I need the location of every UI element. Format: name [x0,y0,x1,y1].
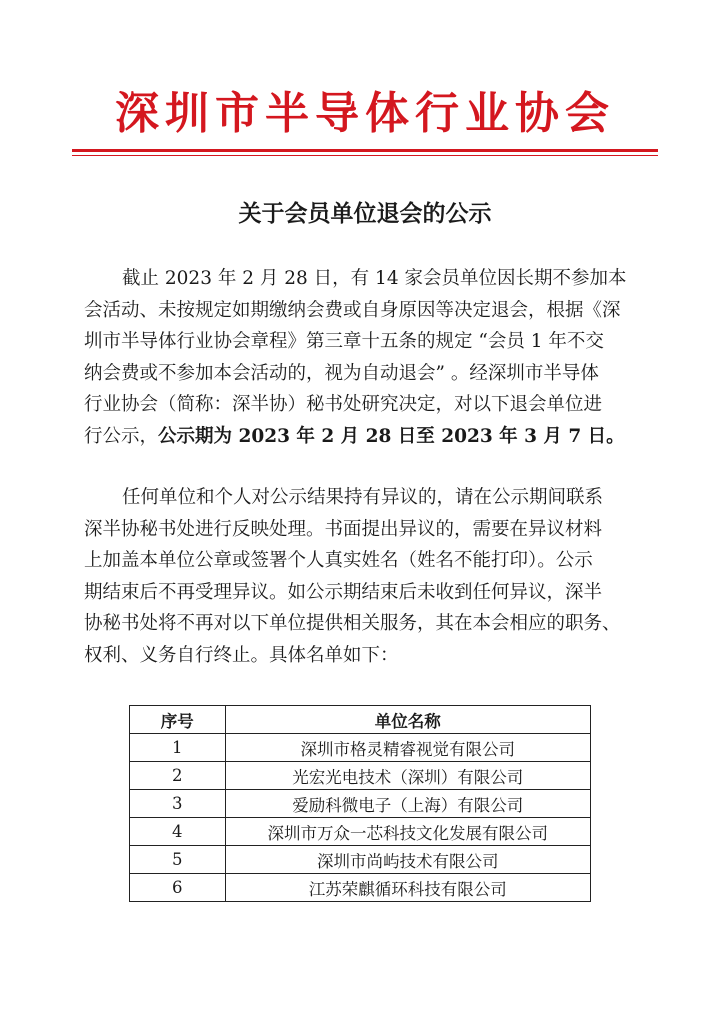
row-unit-name: 江苏荣麒循环科技有限公司 [225,874,590,902]
document-title: 关于会员单位退会的公示 [238,200,492,227]
paragraph-1-line: 行业协会（简称：深半协）秘书处研究决定，对以下退会单位进 [84,394,603,416]
paragraph-2-line: 深半协秘书处进行反映处理。书面提出异议的，需要在异议材料 [84,518,603,540]
table-header-row [130,706,591,734]
row-unit-name: 爱励科微电子（上海）有限公司 [225,790,590,818]
paragraph-1-line: 纳会费或不参加本会活动的，视为自动退会” 。经深圳市半导体 [84,362,599,384]
letterhead-rule-thick [72,149,658,152]
paragraph-1-last-prefix: 行公示， [84,425,159,447]
paragraph-1-line: 会活动、未按规定如期缴纳会费或自身原因等决定退会，根据《深 [84,299,621,321]
paragraph-2-line: 上加盖本单位公章或签署个人真实姓名（姓名不能打印）。公示 [84,550,593,572]
row-index: 3 [130,790,226,818]
announcement-period: 公示期为 2023 年 2 月 28 日至 2023 年 3 月 7 日。 [158,425,625,447]
row-unit-name: 深圳市万众一芯科技文化发展有限公司 [225,818,590,846]
paragraph-2-line: 协秘书处将不再对以下单位提供相关服务，其在本会相应的职务、 [84,613,621,635]
paragraph-2-line: 权利、义务自行终止。具体名单如下： [84,644,399,666]
row-index: 5 [130,846,226,874]
row-index: 4 [130,818,226,846]
paragraph-2-line: 期结束后不再受理异议。如公示期结束后未收到任何异议，深半 [84,581,603,603]
letterhead-org-name: 深圳市半导体行业协会 [115,88,615,139]
table-row [130,818,591,846]
paragraph-2 [84,482,649,672]
row-index: 1 [130,734,226,762]
row-unit-name: 光宏光电技术（深圳）有限公司 [225,762,590,790]
table-row [130,874,591,902]
table-row [130,734,591,762]
table-row [130,790,591,818]
withdrawn-units-table [129,705,591,902]
row-unit-name: 深圳市格灵精睿视觉有限公司 [225,734,590,762]
paragraph-2-line: 任何单位和个人对公示结果持有异议的，请在公示期间联系 [122,487,604,508]
paragraph-1-line: 圳市半导体行业协会章程》第三章十五条的规定 “会员 1 年不交 [84,331,604,353]
header-unit-name: 单位名称 [225,706,590,734]
paragraph-1-last-line [84,421,649,453]
paragraph-1 [84,263,649,453]
paragraph-1-line: 截止 2023 年 2 月 28 日，有 14 家会员单位因长期不参加本 [122,268,627,289]
header-index: 序号 [130,706,226,734]
table-row [130,762,591,790]
row-index: 2 [130,762,226,790]
row-index: 6 [130,874,226,902]
letterhead-rule-thin [72,155,658,156]
table-row [130,846,591,874]
row-unit-name: 深圳市尚屿技术有限公司 [225,846,590,874]
